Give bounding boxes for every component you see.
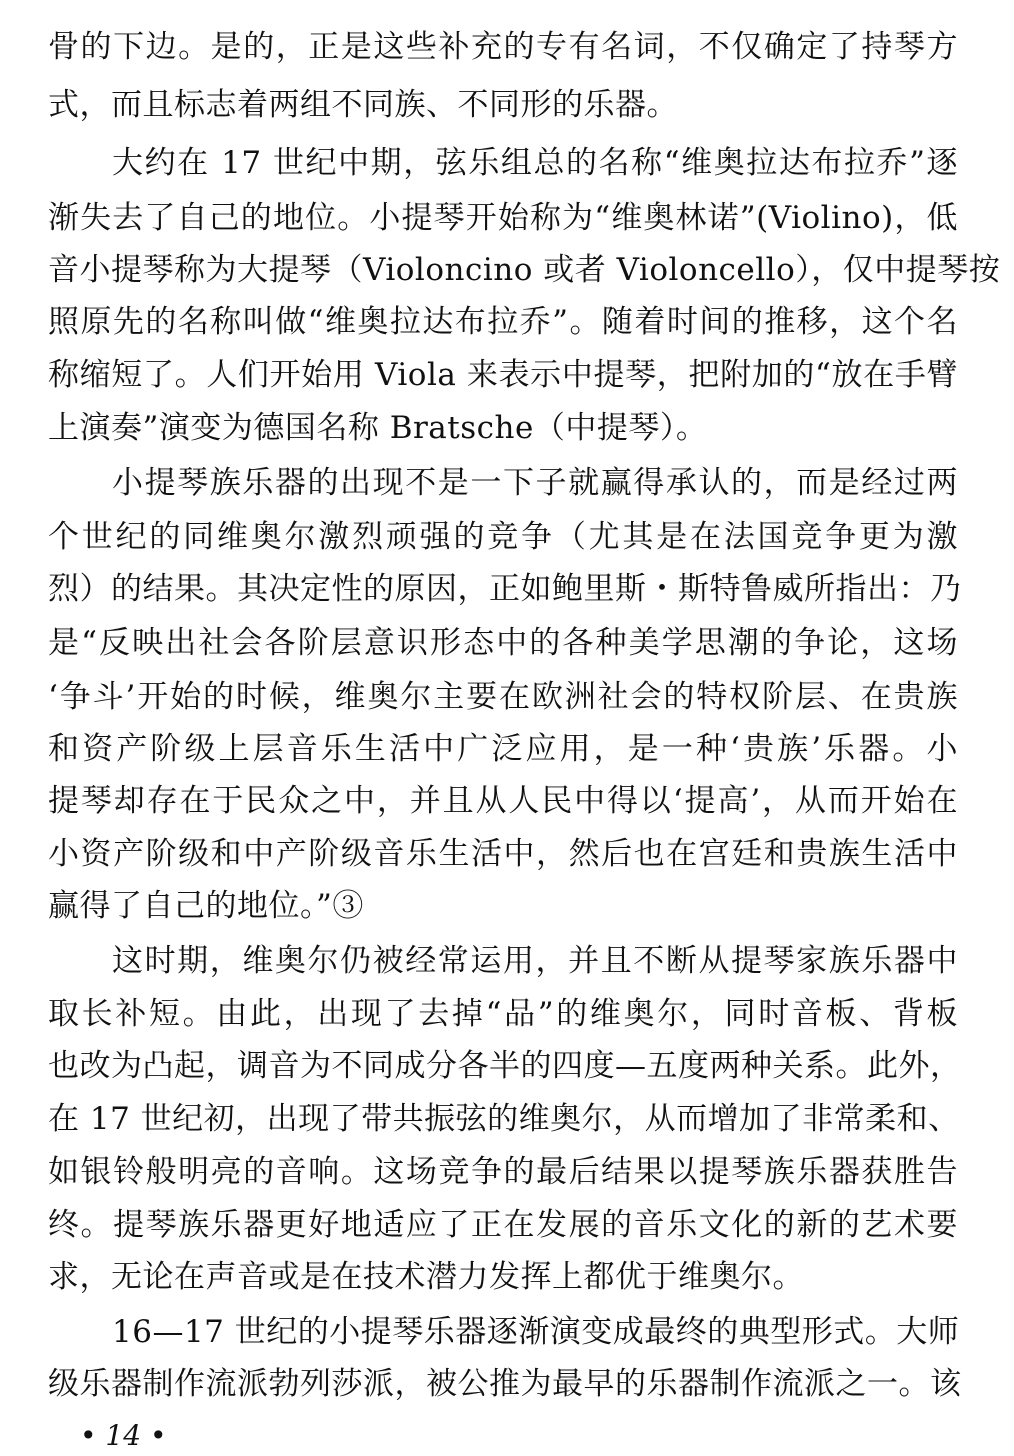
text-line: 这时期，维奥尔仍被经常运用，并且不断从提琴家族乐器中 <box>112 943 958 979</box>
text-line: 如银铃般明亮的音响。这场竞争的最后结果以提琴族乐器获胜告 <box>48 1154 958 1190</box>
text-line: ‘争斗’开始的时候，维奥尔主要在欧洲社会的特权阶层、在贵族 <box>48 679 958 715</box>
text-line: 赢得了自己的地位。”③ <box>48 888 364 924</box>
text-line: 小提琴族乐器的出现不是一下子就赢得承认的，而是经过两 <box>112 465 958 501</box>
text-line: 上演奏”演变为德国名称 Bratsche（中提琴）。 <box>48 410 708 446</box>
page-number: • 14 • <box>80 1419 167 1452</box>
text-line: 求，无论在声音或是在技术潜力发挥上都优于维奥尔。 <box>48 1259 804 1295</box>
text-line: 小资产阶级和中产阶级音乐生活中，然后也在宫廷和贵族生活中 <box>48 836 958 872</box>
text-line: 级乐器制作流派勃列莎派，被公推为最早的乐器制作流派之一。该 <box>48 1366 962 1402</box>
text-line: 个世纪的同维奥尔激烈顽强的竞争（尤其是在法国竞争更为激 <box>48 519 958 555</box>
text-line: 也改为凸起，调音为不同成分各半的四度—五度两种关系。此外， <box>48 1048 962 1084</box>
text-line: 音小提琴称为大提琴（Violoncino 或者 Violoncello），仅中提琴按 <box>48 252 1001 288</box>
text-line: 16—17 世纪的小提琴乐器逐渐演变成最终的典型形式。大师 <box>112 1314 960 1350</box>
text-line: 渐失去了自己的地位。小提琴开始称为“维奥林诺”(Violino)，低 <box>48 200 958 236</box>
text-line: 骨的下边。是的，正是这些补充的专有名词，不仅确定了持琴方 <box>48 29 958 65</box>
text-line: 烈）的结果。其决定性的原因，正如鲍里斯・斯特鲁威所指出：乃 <box>48 571 962 607</box>
text-line: 终。提琴族乐器更好地适应了正在发展的音乐文化的新的艺术要 <box>48 1207 958 1243</box>
text-line: 提琴却存在于民众之中，并且从人民中得以‘提高’，从而开始在 <box>48 783 958 819</box>
text-line: 和资产阶级上层音乐生活中广泛应用，是一种‘贵族’乐器。小 <box>48 731 958 767</box>
text-line: 式，而且标志着两组不同族、不同形的乐器。 <box>48 87 678 123</box>
text-line: 称缩短了。人们开始用 Viola 来表示中提琴，把附加的“放在手臂 <box>48 357 958 393</box>
text-line: 大约在 17 世纪中期，弦乐组总的名称“维奥拉达布拉乔”逐 <box>112 145 958 181</box>
text-line: 在 17 世纪初，出现了带共振弦的维奥尔，从而增加了非常柔和、 <box>48 1101 960 1137</box>
text-line: 照原先的名称叫做“维奥拉达布拉乔”。随着时间的推移，这个名 <box>48 304 958 340</box>
text-line: 取长补短。由此，出现了去掉“品”的维奥尔，同时音板、背板 <box>48 996 958 1032</box>
text-line: 是“反映出社会各阶层意识形态中的各种美学思潮的争论，这场 <box>48 625 958 661</box>
